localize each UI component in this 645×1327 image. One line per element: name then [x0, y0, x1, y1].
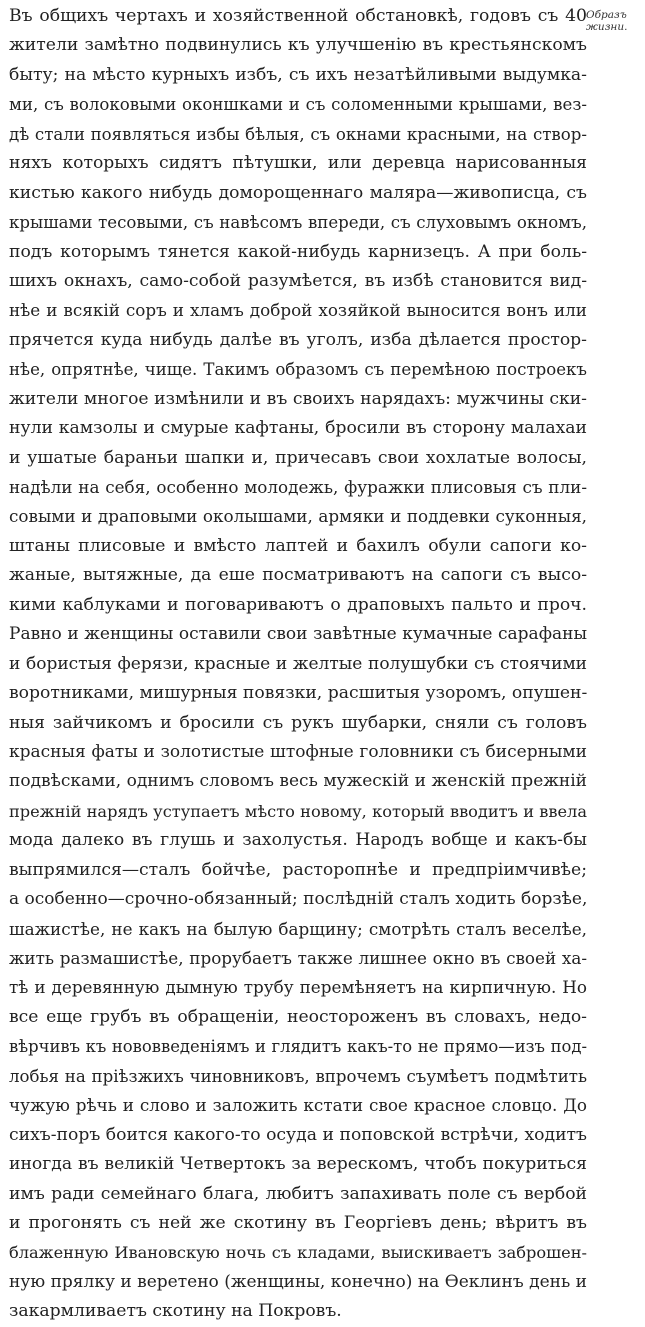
text-line: тѣ и деревянную дымную трубу перемѣняетъ на кирпичную. Но	[9, 977, 587, 998]
margin-note-line: жизни.	[586, 21, 628, 33]
text-line: кими каблуками и поговариваютъ о драповыхъ пальто и проч.	[9, 594, 587, 615]
text-line: нули камзолы и смурые кафтаны, бросили въ сторону малахаи	[9, 418, 587, 439]
text-line: кистью какого нибудь доморощеннаго маляра—живописца, съ	[9, 182, 587, 203]
text-line: воротниками, мишурныя повязки, расшитыя узоромъ, опушен-	[9, 683, 587, 704]
text-line: подъ которымъ тянется какой-нибудь карнизецъ. А при боль-	[9, 241, 587, 262]
text-line: мода далеко въ глушь и захолустья. Народъ вобще и какъ-бы	[9, 830, 587, 851]
text-line: няхъ которыхъ сидятъ пѣтушки, или деревца нарисованныя	[9, 153, 587, 174]
text-line: и бористыя ферязи, красные и желтые полушубки съ стоячими	[9, 653, 587, 674]
text-line: ми, съ волоковыми оконшками и съ соломенными крышами, вез-	[9, 95, 587, 115]
text-line: жаные, вытяжные, да еше посматриваютъ на сапоги съ высо-	[9, 565, 587, 586]
text-line: штаны плисовые и вмѣсто лаптей и бахилъ обули сапоги ко-	[9, 535, 587, 556]
text-line: лобья на пріѣзжихъ чиновниковъ, впрочемъ съумѣетъ подмѣтить	[9, 1066, 587, 1086]
text-line: имъ ради семейнаго блага, любитъ запахивать поле съ вербой	[9, 1183, 587, 1204]
text-line: жители замѣтно подвинулись къ улучшенію въ крестьянскомъ	[9, 35, 587, 56]
text-line: и прогонять съ ней же скотину въ Георгіевъ день; вѣритъ въ	[9, 1212, 587, 1233]
text-line: подвѣсками, однимъ словомъ весь мужескій и женскій прежній	[9, 771, 587, 792]
text-line: и ушатые бараньи шапки и, причесавъ свои хохлатые волосы,	[9, 447, 587, 468]
text-line: надѣли на себя, особенно молодежь, фуражки плисовыя съ пли-	[9, 477, 587, 497]
text-line: все еще грубъ въ обращеніи, неостороженъ въ словахъ, недо-	[9, 1006, 587, 1027]
text-line: закармливаетъ скотину на Покровъ.	[9, 1301, 342, 1322]
text-line: прячется куда нибудь далѣе въ уголъ, изба дѣлается простор-	[9, 329, 587, 350]
margin-note-line: Образъ	[586, 9, 627, 21]
text-line: чужую рѣчь и слово и заложить кстати свое красное словцо. До	[9, 1095, 587, 1116]
text-line: быту; на мѣсто курныхъ избъ, съ ихъ незатѣйливыми выдумка-	[9, 64, 587, 85]
margin-note	[586, 9, 644, 33]
text-line: прежній нарядъ уступаетъ мѣсто новому, который вводитъ и ввела	[9, 801, 587, 821]
text-line: сихъ-поръ боится какого-то осуда и поповской встрѣчи, ходитъ	[9, 1124, 587, 1145]
text-line: совыми и драповыми околышами, армяки и поддевки суконныя,	[9, 506, 587, 527]
text-line: жители многое измѣнили и въ своихъ нарядахъ: мужчины ски-	[9, 388, 587, 409]
body-text	[9, 2, 587, 1327]
text-line: ную прялку и веретено (женщины, конечно) на Ѳеклинъ день и	[9, 1271, 587, 1292]
text-line: шихъ окнахъ, само-собой разумѣется, въ избѣ становится вид-	[9, 270, 587, 291]
text-line: жить размашистѣе, прорубаетъ также лишнее окно въ своей ха-	[9, 948, 587, 968]
text-line: нѣе и всякій соръ и хламъ доброй хозяйкой выносится вонъ или	[9, 300, 587, 321]
text-line: Въ общихъ чертахъ и хозяйственной обстановкѣ, годовъ съ 40	[9, 6, 587, 26]
text-line: выпрямился—сталъ бойчѣе, расторопнѣе и предпріимчивѣе;	[9, 859, 587, 880]
text-line: иногда въ великій Четвертокъ за верескомъ, чтобъ покуриться	[9, 1154, 587, 1175]
text-line: а особенно—срочно-обязанный; послѣдній сталъ ходить борзѣе,	[9, 889, 587, 910]
text-line: красныя фаты и золотистые штофные головники съ бисерными	[9, 741, 587, 762]
text-line: шажистѣе, не какъ на былую барщину; смотрѣть сталъ веселѣе,	[9, 918, 587, 939]
text-line: дѣ стали появляться избы бѣлыя, съ окнами красными, на створ-	[9, 124, 587, 144]
text-line: нѣе, опрятнѣе, чище. Такимъ образомъ съ перемѣною построекъ	[9, 360, 587, 380]
text-line: ныя зайчикомъ и бросили съ рукъ шубарки, сняли съ головъ	[9, 712, 587, 733]
text-line: Равно и женщины оставили свои завѣтные кумачные сарафаны	[9, 624, 587, 645]
text-line: блаженную Ивановскую ночь съ кладами, выискиваетъ заброшен-	[9, 1243, 587, 1263]
text-line: вѣрчивъ къ нововведеніямъ и глядитъ какъ-то не прямо—изъ под-	[9, 1037, 587, 1057]
text-line: крышами тесовыми, съ навѣсомъ впереди, съ слуховымъ окномъ,	[9, 213, 587, 233]
